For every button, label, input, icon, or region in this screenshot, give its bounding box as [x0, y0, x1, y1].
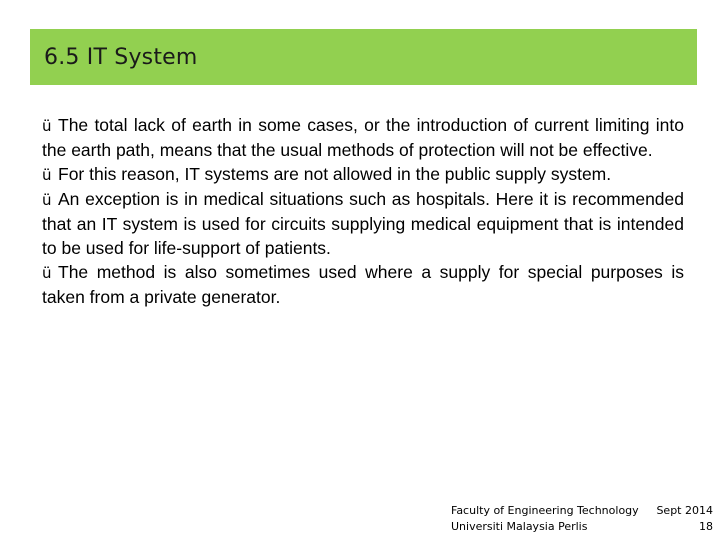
- checkmark-icon: ü: [42, 191, 52, 209]
- footer-row-1: [451, 503, 713, 519]
- university-name: Universiti Malaysia Perlis: [451, 520, 588, 533]
- paragraph-text: The method is also sometimes used where a supply for special purposes is taken from a private generator.: [42, 262, 684, 307]
- bullet-paragraph-1: [42, 113, 684, 162]
- title-bar: [30, 29, 697, 85]
- bullet-paragraph-4: [42, 260, 684, 309]
- slide-body: [42, 113, 684, 309]
- page-number: 18: [699, 520, 713, 533]
- bullet-paragraph-3: [42, 187, 684, 260]
- paragraph-text: For this reason, IT systems are not allowed in the public supply system.: [58, 164, 612, 184]
- footer-date: Sept 2014: [656, 504, 713, 517]
- checkmark-icon: ü: [42, 264, 52, 282]
- faculty-name: Faculty of Engineering Technology: [451, 504, 639, 517]
- paragraph-text: The total lack of earth in some cases, or the introduction of current limiting into the earth path, means that the usual methods of protection will not be effective.: [42, 115, 684, 160]
- checkmark-icon: ü: [42, 117, 52, 135]
- slide-footer: [451, 503, 713, 535]
- bullet-paragraph-2: [42, 162, 684, 187]
- checkmark-icon: ü: [42, 166, 52, 184]
- footer-row-2: [451, 519, 713, 535]
- paragraph-text: An exception is in medical situations such as hospitals. Here it is recommended that an IT system is used for circuits supplying medical equipment that is intended to be used for life-support of patients.: [42, 189, 684, 258]
- slide-title: 6.5 IT System: [44, 44, 198, 70]
